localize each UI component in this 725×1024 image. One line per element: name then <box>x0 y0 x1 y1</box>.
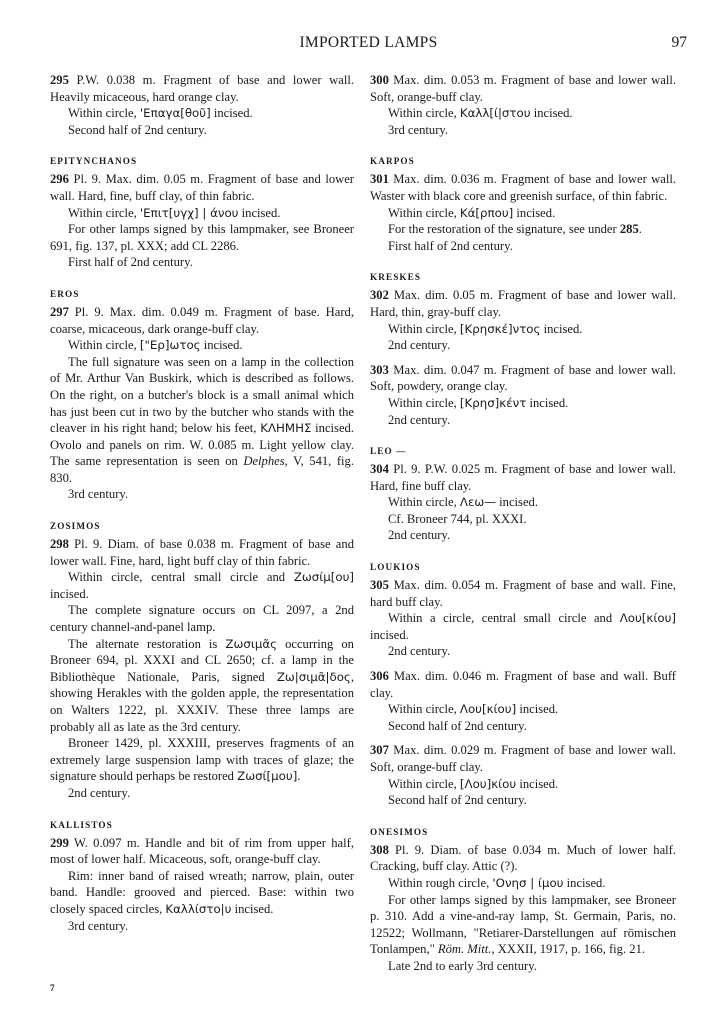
left-column <box>50 72 354 942</box>
entry-date: 2nd century. <box>388 412 451 427</box>
entry-number: 298 <box>50 537 69 552</box>
entry-date: Second half of 2nd century. <box>68 122 207 137</box>
entry-description: Max. dim. 0.053 m. Fragment of base and lower wall. Soft, orange-buff clay. <box>370 73 676 104</box>
entry-number: 296 <box>50 172 69 187</box>
section-heading-karpos: KARPOS <box>370 156 415 167</box>
signature-mark: 7 <box>50 983 55 993</box>
entry-description: Pl. 9. Diam. of base 0.034 m. Much of lower half. Cracking, buff clay. Attic (?). <box>370 842 676 874</box>
entry-number: 300 <box>370 73 389 87</box>
section-heading-zosimos: ZOSIMOS <box>50 521 101 532</box>
inscription-intro: Within circle, <box>388 395 460 410</box>
entry-date: Second half of 2nd century. <box>388 718 527 733</box>
catalog-entry-305 <box>370 577 676 660</box>
inscription-suffix: incised. <box>210 106 253 121</box>
entry-date: Late 2nd to early 3rd century. <box>388 958 537 973</box>
inscription-suffix: incised. <box>540 321 583 336</box>
entry-note: . <box>638 222 642 237</box>
section-heading-eros: EROS <box>50 288 80 299</box>
inscription-intro: Within circle, <box>388 702 460 717</box>
entry-note: , V, 541, fig. 830. <box>50 454 354 485</box>
entry-description: Pl. 9. P.W. 0.025 m. Fragment of base and lower wall. Hard, fine buff clay. <box>370 462 676 493</box>
entry-description: Pl. 9. Diam. of base 0.038 m. Fragment of base and lower wall. Fine, hard, light buff clay of thin fabric. <box>50 537 354 568</box>
section-heading-epitynchanos: EPITYNCHANOS <box>50 156 138 167</box>
entry-note: . <box>297 769 301 784</box>
catalog-entry-302 <box>370 287 676 353</box>
entry-number: 301 <box>370 172 389 187</box>
entry-description: Max. dim. 0.046 m. Fragment of base and wall. Buff clay. <box>370 669 676 700</box>
section-heading-loukios: LOUKIOS <box>370 562 421 573</box>
inscription-suffix: incised. <box>496 495 538 510</box>
right-column <box>370 72 676 983</box>
greek-inscription: Ζωσί[μου] <box>237 769 298 784</box>
catalog-entry-303 <box>370 362 676 428</box>
greek-inscription: [Λου]κίου <box>459 776 517 791</box>
entry-date: 2nd century. <box>68 785 131 800</box>
inscription-intro: Within circle, <box>388 776 460 791</box>
inscription-intro: Within circle, <box>68 338 140 353</box>
greek-inscription: Λου[κίου] <box>619 611 676 626</box>
inscription-intro: Within circle, <box>68 106 140 121</box>
entry-date: 2nd century. <box>388 338 451 353</box>
greek-inscription: Κά[ρπου] <box>459 205 514 220</box>
catalog-entry-295 <box>50 72 354 138</box>
entry-date: 3rd century. <box>68 487 129 502</box>
entry-date: First half of 2nd century. <box>388 238 513 253</box>
inscription-intro: Within circle, <box>388 106 460 121</box>
entry-number: 304 <box>370 462 389 477</box>
publication-title: Röm. Mitt. <box>437 942 492 957</box>
inscription-suffix: incised. <box>516 702 559 717</box>
entry-note: For other lamps signed by this lampmaker, see Broneer p. 310. Add a vine-and-ray lamp, St. Germain, Paris, no. 12522; Wollmann, "Retiarer-Darstellungen auf römischen Tonlampen," <box>370 892 676 957</box>
inscription-suffix: incised. <box>200 338 243 353</box>
inscription-intro: Within circle, <box>68 205 140 220</box>
greek-inscription: [Κρησ]κέντ <box>459 395 527 410</box>
entry-note: For other lamps signed by this lampmaker, see Broneer 691, fig. 137, pl. XXX; add CL 2286. <box>50 222 354 253</box>
entry-number: 306 <box>370 669 389 684</box>
greek-inscription: 'Επιτ[υγχ] | άνου <box>139 205 239 220</box>
inscription-intro: Within circle, central small circle and <box>68 570 294 585</box>
catalog-entry-307 <box>370 742 676 808</box>
inscription-suffix: incised. <box>526 395 569 410</box>
entry-note: The alternate restoration is <box>68 636 226 651</box>
inscription-intro: Within a circle, central small circle and <box>388 611 620 626</box>
inscription-suffix: incised. <box>370 627 409 642</box>
catalog-entry-297 <box>50 304 354 503</box>
catalog-entry-299 <box>50 835 354 935</box>
inscription-suffix: incised. <box>50 586 89 601</box>
entry-note: The full signature was seen on a lamp in the collection of Mr. Arthur Van Buskirk, which is described as follows. On the right, on a butcher's block is a small animal which has just been cut in two by the butcher who stands with the cleaver in his right hand; below his feet, <box>50 354 354 436</box>
section-heading-kreskes: KRESKES <box>370 272 422 283</box>
entry-description: Max. dim. 0.029 m. Fragment of base and lower wall. Soft, orange-buff clay. <box>370 743 676 774</box>
greek-inscription: [Κρησκέ]ντος <box>459 321 541 336</box>
greek-inscription: 'Ονησ | ίμου <box>492 875 564 890</box>
entry-note: incised. Ovolo and panels on rim. W. 0.085 m. Light yellow clay. The same representation is seen on <box>50 421 354 469</box>
entry-note: Broneer 1429, pl. XXXIII, preserves fragments of an extremely large suspension lamp with traces of glaze; the signature should perhaps be restored <box>50 736 354 784</box>
catalog-entry-308 <box>370 842 676 975</box>
greek-inscription: Καλλ[ί|στου <box>459 106 531 121</box>
catalog-entry-306 <box>370 668 676 734</box>
inscription-suffix: incised. <box>530 106 573 121</box>
entry-note: , XXXII, 1917, p. 166, fig. 21. <box>491 942 646 957</box>
inscription-intro: Within circle, <box>388 205 460 220</box>
section-heading-leo: LEO — <box>370 446 407 457</box>
entry-date: 2nd century. <box>388 644 451 659</box>
publication-title: Delphes <box>243 454 285 469</box>
entry-number: 297 <box>50 304 69 319</box>
entry-date: Second half of 2nd century. <box>388 793 527 808</box>
entry-note: Cf. Broneer 744, pl. XXXI. <box>388 511 527 526</box>
entry-note: Rim: inner band of raised wreath; narrow, plain, outer band. Handle: grooved and pierced. Base: within two closely spaced circles, <box>50 868 354 916</box>
inscription-suffix: incised. <box>513 205 556 220</box>
catalog-entry-301 <box>370 171 676 254</box>
entry-date: 3rd century. <box>388 122 449 137</box>
inscription-suffix: incised. <box>563 875 606 890</box>
entry-note: The complete signature occurs on CL 2097, a 2nd century channel-and-panel lamp. <box>50 603 354 635</box>
entry-number: 308 <box>370 842 389 857</box>
greek-inscription: Λου[κίου] <box>459 702 517 717</box>
entry-number: 302 <box>370 288 389 303</box>
entry-description: Pl. 9. Max. dim. 0.049 m. Fragment of base. Hard, coarse, micaceous, dark orange-buff clay. <box>50 304 354 336</box>
entry-description: P.W. 0.038 m. Fragment of base and lower wall. Heavily micaceous, hard orange clay. <box>50 73 354 104</box>
catalog-entry-304 <box>370 461 676 544</box>
entry-note: For the restoration of the signature, see under <box>388 222 620 237</box>
inscription-intro: Within rough circle, <box>388 875 493 890</box>
greek-inscription: Ζωσίμ[ου] <box>293 570 354 585</box>
entry-description: Max. dim. 0.054 m. Fragment of base and wall. Fine, hard buff clay. <box>370 578 676 609</box>
running-header <box>50 34 687 56</box>
section-heading-kallistos: KALLISTOS <box>50 819 113 830</box>
greek-inscription: 'Επαγα[θοῦ] <box>139 106 211 121</box>
entry-description: Max. dim. 0.047 m. Fragment of base and lower wall. Soft, powdery, orange clay. <box>370 362 676 394</box>
catalog-entry-296 <box>50 171 354 271</box>
running-title: IMPORTED LAMPS <box>299 34 438 51</box>
greek-inscription: Ζω|σιμᾶ|δος <box>276 669 351 684</box>
entry-date: 2nd century. <box>388 528 451 543</box>
entry-description: W. 0.097 m. Handle and bit of rim from upper half, most of lower half. Micaceous, soft, orange-buff clay. <box>50 835 354 867</box>
section-heading-onesimos: ONESIMOS <box>370 826 429 837</box>
greek-inscription: Ζωσιμᾶς <box>225 636 278 651</box>
catalog-entry-298 <box>50 536 354 802</box>
entry-note: occurring on Broneer 694, pl. XXXI and CL 2650; cf. a lamp in the Bibliothèque Nationale, Paris, signed <box>50 636 354 684</box>
greek-inscription: Λεω— <box>459 495 497 510</box>
entry-description: Max. dim. 0.05 m. Fragment of base and lower wall. Hard, thin, gray-buff clay. <box>370 288 676 319</box>
entry-note: , showing Herakles with the golden apple, the representation on Walters 1222, pl. XXXIV. These three lamps are probably all as late as the 3rd century. <box>50 669 354 734</box>
entry-description: Pl. 9. Max. dim. 0.05 m. Fragment of base and lower wall. Hard, fine, buff clay, of thin fabric. <box>50 172 354 203</box>
entry-number: 295 <box>50 73 69 87</box>
inscription-suffix: incised. <box>516 776 559 791</box>
page-number: 97 <box>671 34 687 51</box>
greek-inscription: Καλλίστο|υ <box>165 901 232 916</box>
entry-number: 305 <box>370 578 389 593</box>
entry-number: 307 <box>370 743 389 758</box>
entry-date: 3rd century. <box>68 918 129 933</box>
cross-reference: 285 <box>619 222 639 237</box>
entry-number: 303 <box>370 362 389 377</box>
entry-date: First half of 2nd century. <box>68 255 193 270</box>
inscription-intro: Within circle, <box>388 495 460 510</box>
greek-inscription: ΚΛΗΜΗΣ <box>260 421 312 436</box>
entry-number: 299 <box>50 835 69 850</box>
inscription-suffix: incised. <box>238 205 281 220</box>
inscription-intro: Within circle, <box>388 321 460 336</box>
entry-description: Max. dim. 0.036 m. Fragment of base and lower wall. Waster with black core and greenish surface, of thin fabric. <box>370 172 676 203</box>
inscription-suffix: incised. <box>231 901 274 916</box>
catalog-entry-300 <box>370 72 676 138</box>
greek-inscription: ["Ερ]ωτος <box>139 338 201 353</box>
